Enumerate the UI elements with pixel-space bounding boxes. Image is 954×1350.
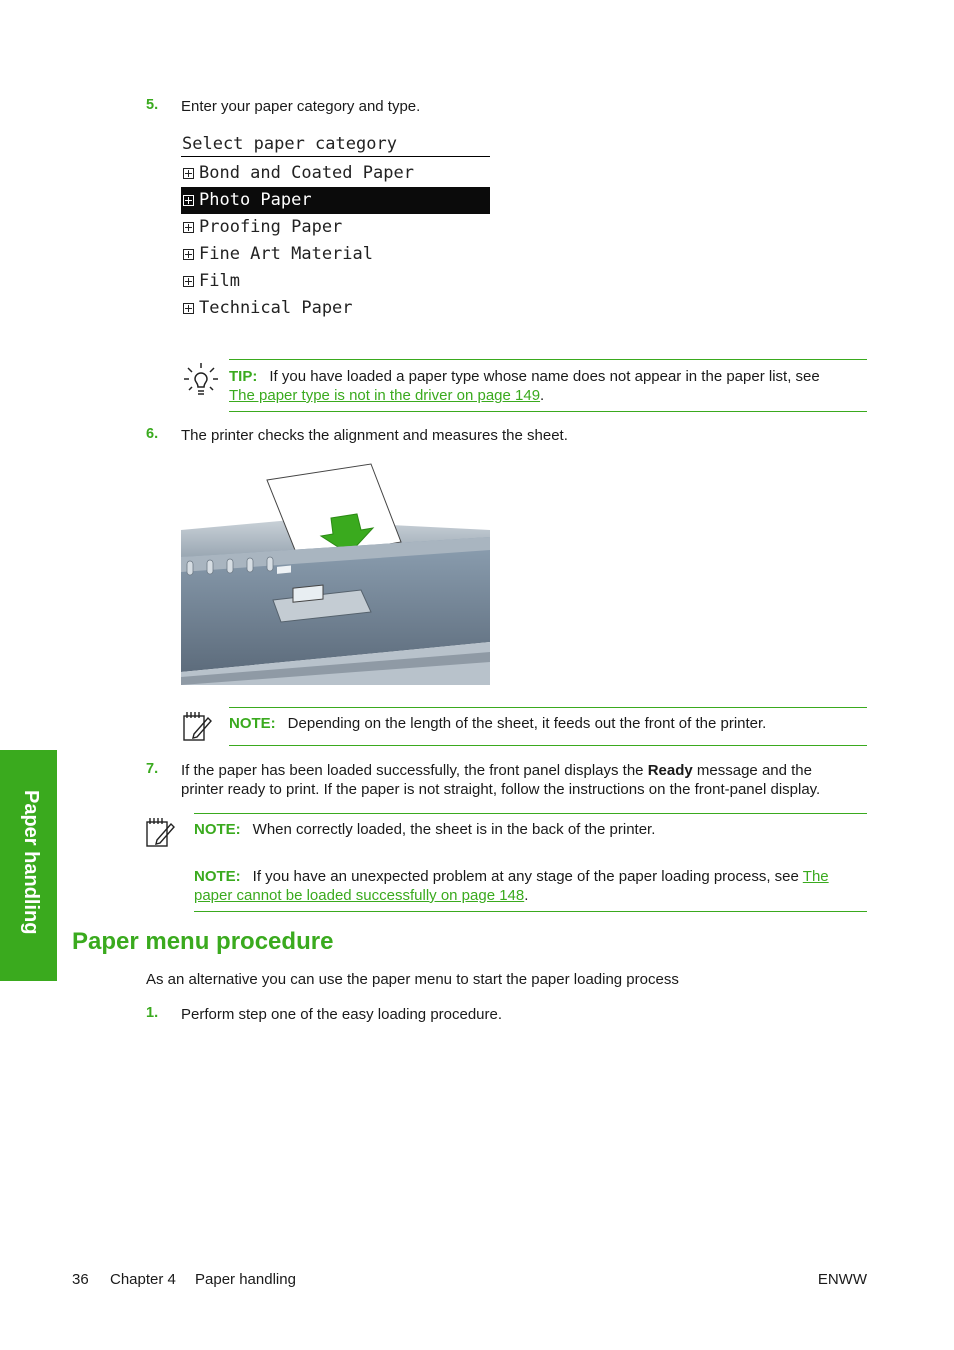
- footer-enww: ENWW: [817, 1271, 867, 1288]
- lightbulb-icon: [183, 362, 219, 400]
- menu-item-label: Fine Art Material: [199, 244, 373, 264]
- note2-text: [194, 820, 874, 839]
- note3-link-start[interactable]: The: [802, 868, 829, 885]
- section-step-1-number: 1.: [146, 1005, 159, 1021]
- note1-bottom-rule: [229, 745, 867, 746]
- menu-item-label: Film: [199, 271, 240, 291]
- menu-item-technical[interactable]: [181, 295, 490, 322]
- tip-text: [229, 367, 869, 405]
- ready-keyword: Ready: [647, 762, 693, 779]
- menu-item-label: Proofing Paper: [199, 217, 343, 237]
- menu-item-fine-art[interactable]: [181, 241, 490, 268]
- note1-text: [229, 714, 869, 733]
- menu-item-proofing[interactable]: [181, 214, 490, 241]
- note2-body: When correctly loaded, the sheet is in the back of the printer.: [252, 821, 656, 838]
- step-5-number: 5.: [146, 97, 159, 113]
- step-7-number: 7.: [146, 761, 159, 777]
- step-5-text: Enter your paper category and type.: [181, 98, 421, 115]
- note3-link[interactable]: paper cannot be loaded successfully on page 148: [194, 887, 525, 904]
- section-intro: As an alternative you can use the paper menu to start the paper loading process: [146, 971, 679, 988]
- note3-text: NOTE: If you have an unexpected problem at any stage of the paper loading process, see The paper cannot be loaded successfully on page 148.: [194, 868, 829, 904]
- note3-label: NOTE:: [194, 868, 241, 885]
- note2-top-rule: [194, 813, 867, 814]
- note2-label: NOTE:: [194, 821, 241, 838]
- expand-icon: [183, 303, 194, 314]
- expand-icon: [183, 168, 194, 179]
- menu-item-label: Photo Paper: [199, 190, 312, 210]
- footer-chapter: Chapter 4: [110, 1271, 176, 1288]
- tip-bottom-rule: [229, 411, 867, 412]
- menu-item-label: Technical Paper: [199, 298, 353, 318]
- note3-body: If you have an unexpected problem at any stage of the paper loading process, see: [252, 868, 799, 885]
- footer-page-number: 36: [72, 1271, 89, 1288]
- note3-bottom-rule: [194, 911, 867, 912]
- tip-link[interactable]: The paper type is not in the driver on page 149: [229, 387, 541, 404]
- expand-icon: [183, 222, 194, 233]
- note1-label: NOTE:: [229, 715, 276, 732]
- side-tab-label: Paper handling: [20, 790, 42, 935]
- printer-illustration: [181, 462, 490, 685]
- step-6-text: The printer checks the alignment and measures the sheet.: [181, 427, 568, 444]
- note-pad-icon: [145, 816, 177, 848]
- footer-chapter-title: Paper handling: [195, 1271, 296, 1288]
- menu-item-label: Bond and Coated Paper: [199, 163, 414, 183]
- tip-body: If you have loaded a paper type whose name does not appear in the paper list, see: [269, 368, 820, 385]
- menu-item-photo-selected[interactable]: [181, 187, 490, 214]
- section-step-1-text: Perform step one of the easy loading procedure.: [181, 1006, 503, 1023]
- expand-icon: [183, 276, 194, 287]
- note1-body: Depending on the length of the sheet, it feeds out the front of the printer.: [287, 715, 767, 732]
- note-pad-icon: [182, 710, 214, 742]
- tip-label: TIP:: [229, 368, 258, 385]
- paper-category-menu: [181, 132, 490, 322]
- expand-icon: [183, 195, 194, 206]
- section-heading: Paper menu procedure: [72, 928, 334, 955]
- tip-period: .: [540, 387, 545, 404]
- menu-title: Select paper category: [181, 132, 490, 157]
- tip-top-rule: [229, 359, 867, 360]
- expand-icon: [183, 249, 194, 260]
- menu-item-film[interactable]: [181, 268, 490, 295]
- step-7-text: If the paper has been loaded successfully, the front panel displays the Ready message and the printer ready to print. If the paper is not straight, follow the instructions on the front-panel display.: [181, 762, 821, 798]
- menu-item-bond[interactable]: [181, 160, 490, 187]
- note1-top-rule: [229, 707, 867, 708]
- step-6-number: 6.: [146, 426, 159, 442]
